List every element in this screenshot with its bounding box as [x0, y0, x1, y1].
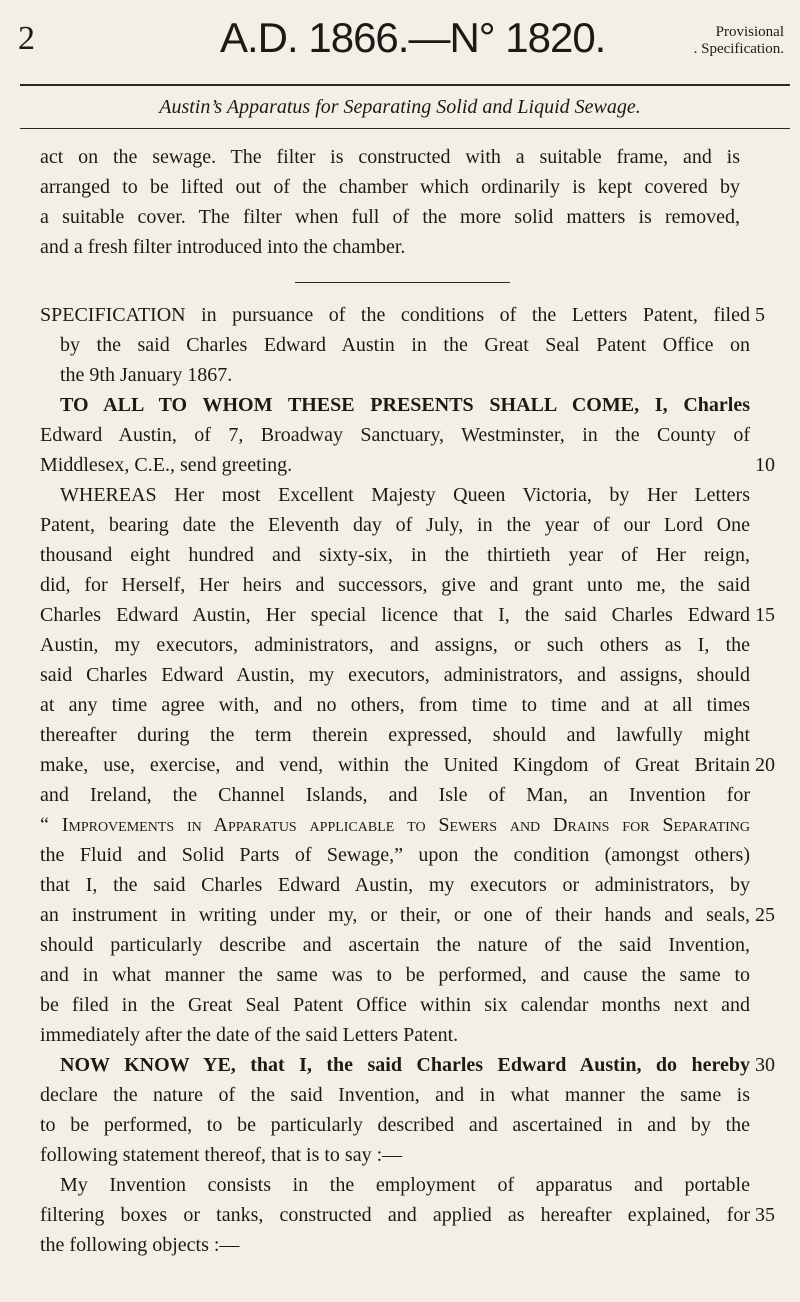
text-line: and a fresh filter introduced into the chamber. — [40, 236, 406, 258]
text-line: declare the nature of the said Invention, and in what manner the same is — [40, 1084, 750, 1106]
text-line: My Invention consists in the employment of apparatus and portable — [60, 1174, 750, 1196]
text-line: to be performed, to be particularly described and ascertained in and by the — [40, 1114, 750, 1136]
text-line: did, for Herself, Her heirs and successors, give and grant unto me, the said — [40, 574, 750, 596]
subtitle-rule — [20, 128, 790, 129]
text-line: arranged to be lifted out of the chamber which ordinarily is kept covered by — [40, 176, 740, 198]
text-line: should particularly describe and ascertain the nature of the said Invention, — [40, 934, 750, 956]
text-line: SPECIFICATION in pursuance of the conditions of the Letters Patent, filed — [40, 304, 750, 326]
header-rule — [20, 84, 790, 86]
provisional-line1: Provisional — [715, 24, 784, 40]
text-line: an instrument in writing under my, or their, or one of their hands and seals, — [40, 904, 750, 926]
page-number: 2 — [18, 20, 35, 57]
text-line: said Charles Edward Austin, my executors, administrators, and assigns, should — [40, 664, 750, 686]
provisional-line2: . Specification. — [693, 41, 784, 57]
text-line: filtering boxes or tanks, constructed and applied as hereafter explained, for — [40, 1204, 750, 1226]
line-number: 35 — [755, 1204, 775, 1226]
text-line: act on the sewage. The filter is constructed with a suitable frame, and is — [40, 146, 740, 168]
line-number: 10 — [755, 454, 775, 476]
text-line: thousand eight hundred and sixty-six, in the thirtieth year of Her reign, — [40, 544, 750, 566]
specification-text — [40, 300, 750, 1260]
text-line: that I, the said Charles Edward Austin, my executors or administrators, by — [40, 874, 750, 896]
text-line: Middlesex, C.E., send greeting. — [40, 454, 293, 476]
line-number: 15 — [755, 604, 775, 626]
text-line: a suitable cover. The filter when full of the more solid matters is removed, — [40, 206, 740, 228]
text-line: “ Improvements in Apparatus applicable to Sewers and Drains for Separating — [40, 814, 750, 836]
line-number: 30 — [755, 1054, 775, 1076]
text-line: thereafter during the term therein expressed, should and lawfully might — [40, 724, 750, 746]
text-line: at any time agree with, and no others, from time to time and at all times — [40, 694, 750, 716]
section-divider — [295, 282, 510, 283]
text-line: and Ireland, the Channel Islands, and Isle of Man, an Invention for — [40, 784, 750, 806]
text-line: the Fluid and Solid Parts of Sewage,” upon the condition (amongst others) — [40, 844, 750, 866]
provisional-label — [694, 24, 784, 58]
text-line: the 9th January 1867. — [60, 364, 233, 386]
text-line: Austin, my executors, administrators, and assigns, or such others as I, the — [40, 634, 750, 656]
text-line: and in what manner the same was to be performed, and cause the same to — [40, 964, 750, 986]
intro-paragraph — [40, 142, 740, 262]
text-line: TO ALL TO WHOM THESE PRESENTS SHALL COME, I, Charles — [60, 394, 750, 416]
text-line: WHEREAS Her most Excellent Majesty Queen Victoria, by Her Letters — [60, 484, 750, 506]
text-line: Charles Edward Austin, Her special licence that I, the said Charles Edward — [40, 604, 750, 626]
text-line: make, use, exercise, and vend, within the United Kingdom of Great Britain — [40, 754, 750, 776]
text-line: Edward Austin, of 7, Broadway Sanctuary, Westminster, in the County of — [40, 424, 750, 446]
line-number: 25 — [755, 904, 775, 926]
text-line: immediately after the date of the said Letters Patent. — [40, 1024, 459, 1046]
text-line: NOW KNOW YE, that I, the said Charles Edward Austin, do hereby — [60, 1054, 750, 1076]
text-line: be filed in the Great Seal Patent Office within six calendar months next and — [40, 994, 750, 1016]
text-line: following statement thereof, that is to say :— — [40, 1144, 403, 1166]
line-number: 5 — [755, 304, 765, 326]
running-subtitle: Austin’s Apparatus for Separating Solid and Liquid Sewage. — [159, 96, 641, 118]
document-title: A.D. 1866.—N° 1820. — [220, 14, 606, 61]
text-line: by the said Charles Edward Austin in the Great Seal Patent Office on — [60, 334, 750, 356]
text-line: the following objects :— — [40, 1234, 240, 1256]
line-number: 20 — [755, 754, 775, 776]
text-line: Patent, bearing date the Eleventh day of July, in the year of our Lord One — [40, 514, 750, 536]
